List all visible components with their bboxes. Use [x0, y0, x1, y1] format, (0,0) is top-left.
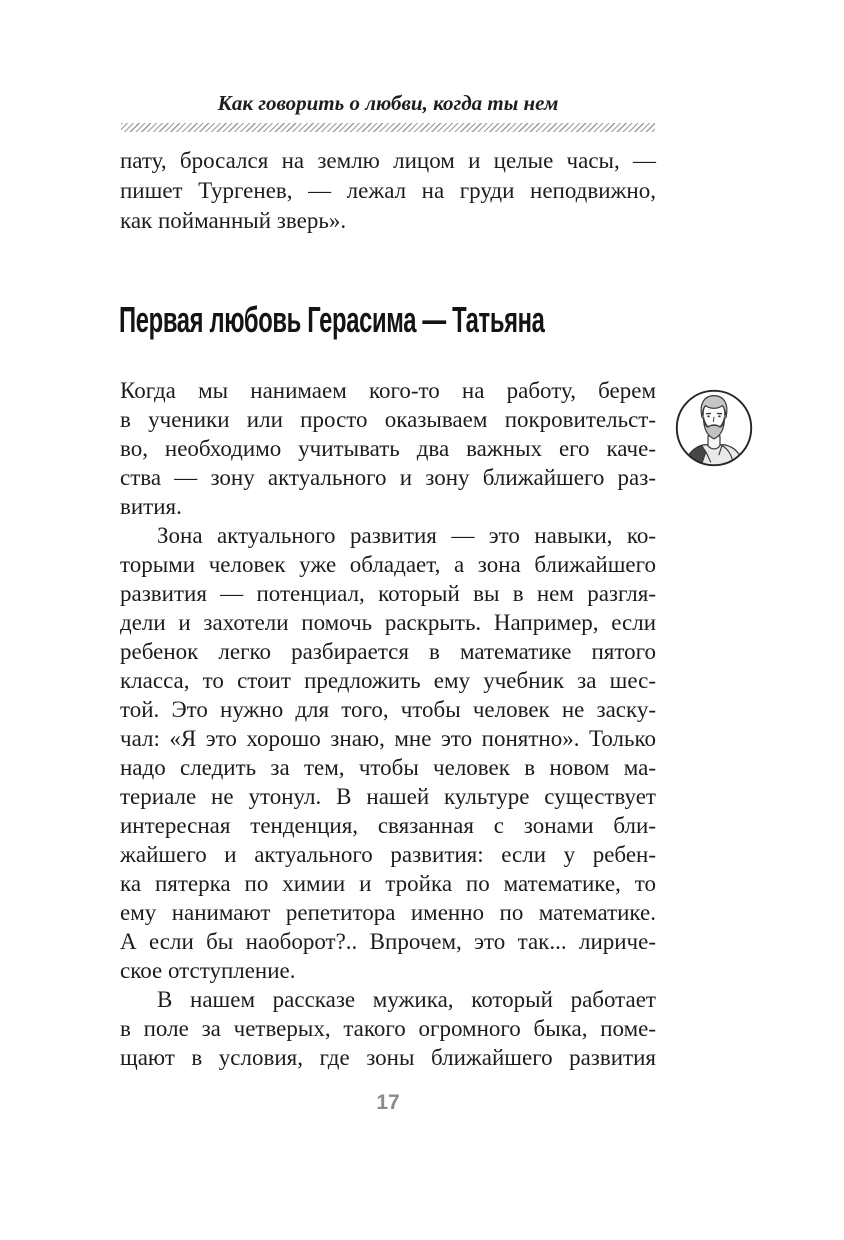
text-line: в поле за четверых, такого огромного быка, поме- — [120, 1016, 656, 1041]
paragraph — [120, 985, 656, 1072]
text-line: жайшего и актуального развития: если у ребен- — [120, 842, 656, 867]
text-line: интересная тенденция, связанная с зонами бли- — [120, 813, 656, 838]
text-line: ребенок легко разбирается в математике пятого — [120, 639, 656, 664]
text-line: в ученики или просто оказываем покровительст- — [120, 407, 656, 432]
text-line: ства — зону актуального и зону ближайшего раз- — [120, 465, 656, 490]
text-line: вития. — [120, 494, 182, 519]
text-line: дели и захотели помочь раскрыть. Например, если — [120, 610, 656, 635]
text-line: А если бы наоборот?.. Впрочем, это так... лириче- — [120, 929, 656, 954]
decorative-hatch-rule — [121, 123, 655, 132]
text-line: ское отступление. — [120, 958, 296, 983]
text-line: териале не утонул. В нашей культуре существует — [120, 784, 656, 809]
text-line: надо следить за тем, чтобы человек в новом ма- — [120, 755, 656, 780]
text-line: Когда мы нанимаем кого-то на работу, берем — [120, 378, 656, 403]
text-line: пату, бросался на землю лицом и целые часы, — — [120, 148, 656, 173]
text-line: развития — потенциал, который вы в нем разгля- — [120, 581, 656, 606]
paragraph — [120, 376, 656, 521]
running-header-title: Как говорить о любви, когда ты нем — [217, 91, 559, 115]
text-line: щают в условия, где зоны ближайшего развития — [120, 1045, 656, 1070]
section-heading: Первая любовь Герасима — Татьяна — [119, 299, 545, 340]
author-portrait-avatar — [674, 388, 754, 468]
page-number: 17 — [376, 1091, 400, 1114]
paragraph — [120, 146, 656, 236]
text-line: класса, то стоит предложить ему учебник за шес- — [120, 668, 656, 693]
text-line: Зона актуального развития — это навыки, ко- — [157, 523, 656, 548]
body-paragraphs — [120, 376, 656, 1072]
text-line: В нашем рассказе мужика, который работает — [157, 987, 656, 1012]
text-line: торыми человек уже обладает, а зона ближайшего — [120, 552, 656, 577]
text-line: ка пятерка по химии и тройка по математике, то — [120, 871, 656, 896]
text-line: той. Это нужно для того, чтобы человек не заску- — [120, 697, 656, 722]
text-line: во, необходимо учитывать два важных его каче- — [120, 436, 656, 461]
bearded-man-icon — [674, 388, 754, 468]
text-line: ему нанимают репетитора именно по математике. — [120, 900, 656, 925]
text-line: чал: «Я это хорошо знаю, мне это понятно». Только — [120, 726, 656, 751]
paragraph — [120, 521, 656, 985]
text-line: как пойманный зверь». — [120, 208, 347, 233]
text-line: пишет Тургенев, — лежал на груди неподвижно, — [120, 178, 656, 203]
opening-paragraph — [120, 146, 656, 236]
